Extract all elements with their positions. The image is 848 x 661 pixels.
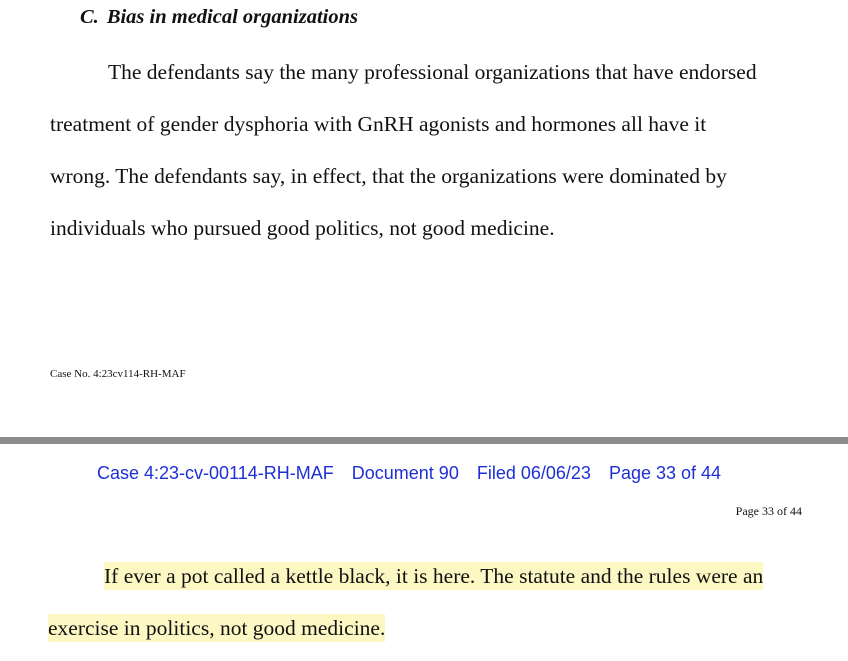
ecf-filed-date: Filed 06/06/23 bbox=[476, 463, 591, 483]
highlight-span: If ever a pot called a kettle black, it is here. The statute and the rules were an bbox=[104, 564, 764, 588]
ecf-case-number: Case 4:23-cv-00114-RH-MAF bbox=[97, 463, 334, 483]
highlighted-line[interactable] bbox=[104, 562, 763, 590]
ecf-page-count: Page 33 of 44 bbox=[608, 463, 722, 483]
highlighted-line[interactable] bbox=[48, 614, 385, 642]
ecf-document-number: Document 90 bbox=[351, 463, 459, 483]
paragraph-line: treatment of gender dysphoria with GnRH agonists and hormones all have it bbox=[50, 112, 707, 136]
paragraph-line: individuals who pursued good politics, not good medicine. bbox=[50, 216, 555, 240]
case-number-footer: Case No. 4:23cv114-RH-MAF bbox=[50, 368, 186, 380]
page-number: Page 33 of 44 bbox=[735, 504, 802, 518]
paragraph-line: The defendants say the many professional organizations that have endorsed bbox=[108, 60, 757, 84]
page-separator bbox=[0, 437, 848, 444]
highlight-span: exercise in politics, not good medicine. bbox=[48, 616, 386, 640]
section-heading-letter: C. bbox=[80, 6, 99, 28]
ecf-filing-header bbox=[97, 463, 734, 484]
section-heading bbox=[80, 6, 358, 29]
paragraph-line: wrong. The defendants say, in effect, that the organizations were dominated by bbox=[50, 164, 727, 188]
section-heading-text: Bias in medical organizations bbox=[106, 6, 358, 28]
